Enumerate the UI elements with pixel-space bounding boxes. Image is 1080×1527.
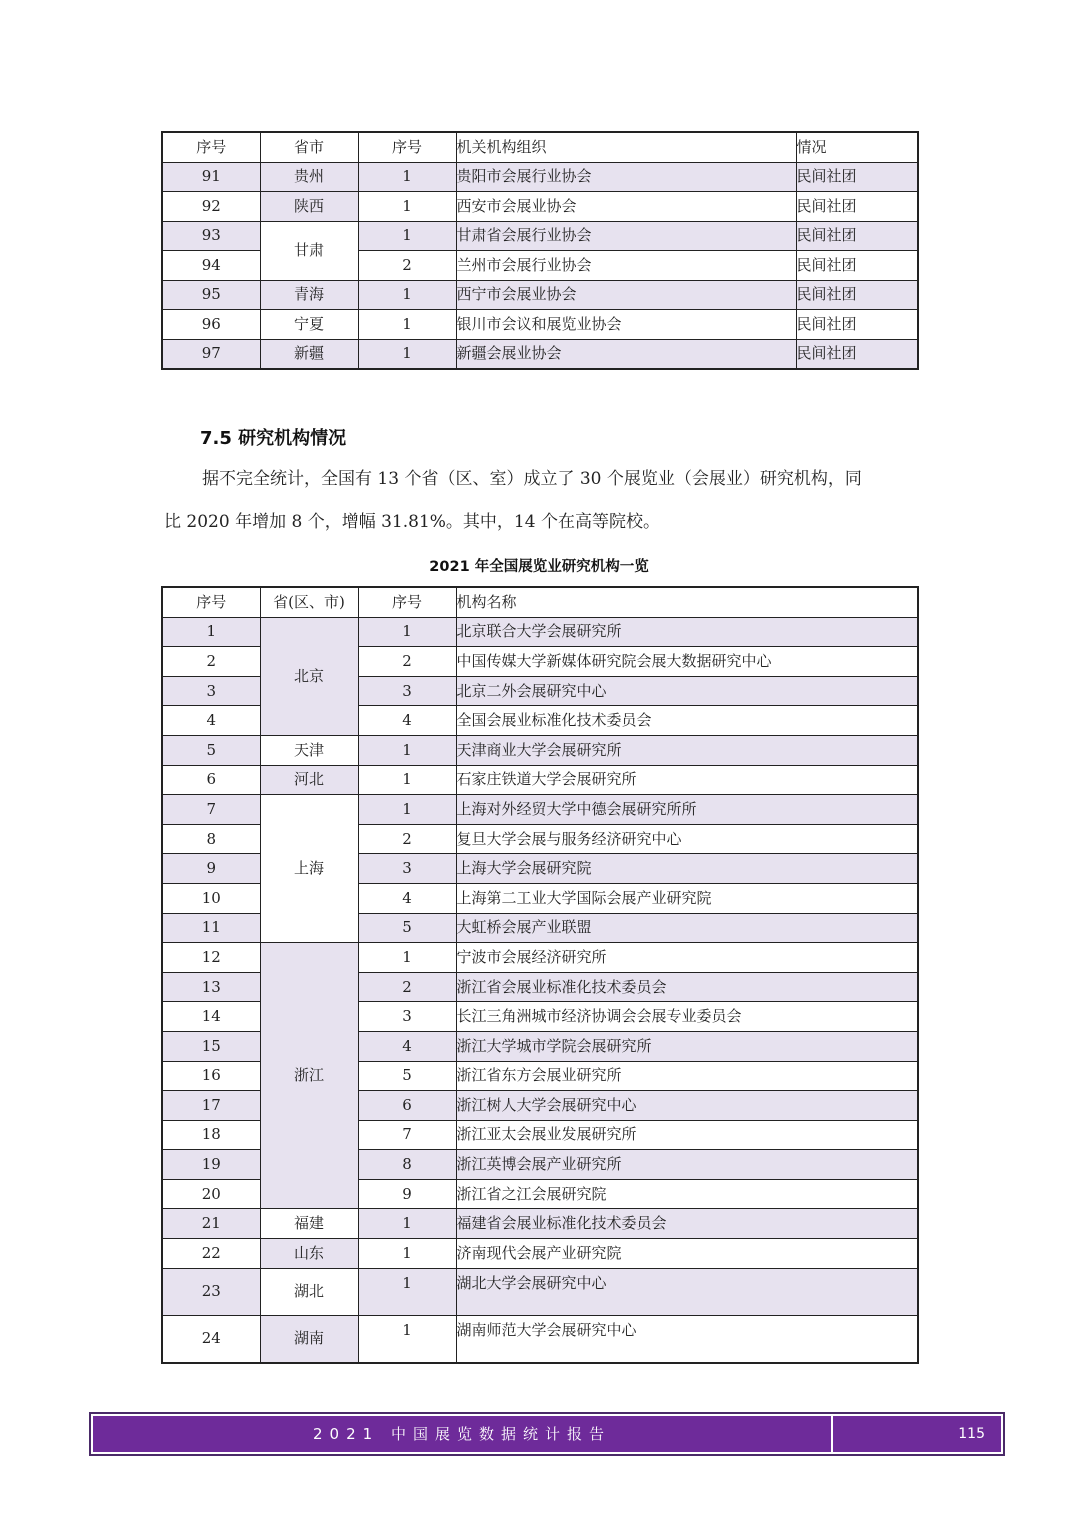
status-cell: 民间社团: [796, 192, 918, 222]
institution-name: 全国会展业标准化技术委员会: [456, 706, 918, 736]
header-cell: 省(区、市): [260, 587, 358, 617]
org-name: 贵阳市会展行业协会: [456, 162, 796, 192]
sub-number: 6: [358, 1091, 456, 1121]
table-row: [162, 617, 918, 647]
header-cell: 序号: [358, 132, 456, 162]
table-row: [162, 1209, 918, 1239]
table-row: [162, 1315, 918, 1363]
institution-name: 浙江大学城市学院会展研究所: [456, 1031, 918, 1061]
row-number: 10: [162, 883, 260, 913]
sub-number: 1: [358, 162, 456, 192]
row-number: 8: [162, 824, 260, 854]
institution-name: 浙江省会展业标准化技术委员会: [456, 972, 918, 1002]
row-number: 5: [162, 735, 260, 765]
institution-name: 湖南师范大学会展研究中心: [456, 1315, 918, 1363]
table-caption: 2021 年全国展览业研究机构一览: [429, 559, 649, 575]
body-paragraph-line-2: 比 2020 年增加 8 个，增幅 31.81%。其中，14 个在高等院校。: [164, 512, 660, 532]
province-cell: 新疆: [260, 339, 358, 369]
org-name: 西安市会展业协会: [456, 192, 796, 222]
row-number: 93: [162, 221, 260, 251]
status-cell: 民间社团: [796, 221, 918, 251]
table-row: [162, 943, 918, 973]
sub-number: 4: [358, 883, 456, 913]
row-number: 1: [162, 617, 260, 647]
section-heading: 7.5 研究机构情况: [200, 428, 347, 449]
province-cell: 青海: [260, 280, 358, 310]
province-cell: 河北: [260, 765, 358, 795]
table-row: [162, 795, 918, 825]
institution-name: 浙江树人大学会展研究中心: [456, 1091, 918, 1121]
sub-number: 1: [358, 1239, 456, 1269]
sub-number: 1: [358, 1315, 456, 1363]
header-cell: 序号: [358, 587, 456, 617]
sub-number: 1: [358, 617, 456, 647]
province-cell: 北京: [260, 617, 358, 735]
province-cell: 浙江: [260, 943, 358, 1209]
row-number: 6: [162, 765, 260, 795]
org-name: 银川市会议和展览业协会: [456, 310, 796, 340]
row-number: 22: [162, 1239, 260, 1269]
sub-number: 2: [358, 647, 456, 677]
org-name: 新疆会展业协会: [456, 339, 796, 369]
institution-name: 长江三角洲城市经济协调会会展专业委员会: [456, 1002, 918, 1032]
page-number: 115: [958, 1426, 985, 1442]
row-number: 21: [162, 1209, 260, 1239]
institution-name: 上海第二工业大学国际会展产业研究院: [456, 883, 918, 913]
body-paragraph-line-1: 据不完全统计，全国有 13 个省（区、室）成立了 30 个展览业（会展业）研究机构，同: [202, 469, 862, 489]
sub-number: 1: [358, 310, 456, 340]
institution-name: 复旦大学会展与服务经济研究中心: [456, 824, 918, 854]
status-cell: 民间社团: [796, 280, 918, 310]
sub-number: 1: [358, 1209, 456, 1239]
province-cell: 上海: [260, 795, 358, 943]
province-cell: 宁夏: [260, 310, 358, 340]
institution-name: 浙江省之江会展研究院: [456, 1179, 918, 1209]
row-number: 19: [162, 1150, 260, 1180]
sub-number: 1: [358, 795, 456, 825]
institution-name: 浙江省东方会展业研究所: [456, 1061, 918, 1091]
sub-number: 5: [358, 1061, 456, 1091]
org-name: 甘肃省会展行业协会: [456, 221, 796, 251]
row-number: 2: [162, 647, 260, 677]
institution-name: 济南现代会展产业研究院: [456, 1239, 918, 1269]
row-number: 3: [162, 676, 260, 706]
status-cell: 民间社团: [796, 339, 918, 369]
sub-number: 9: [358, 1179, 456, 1209]
header-cell: 机构名称: [456, 587, 918, 617]
institution-name: 上海对外经贸大学中德会展研究所所: [456, 795, 918, 825]
status-cell: 民间社团: [796, 251, 918, 281]
province-cell: 福建: [260, 1209, 358, 1239]
association-table: [161, 131, 919, 370]
sub-number: 1: [358, 280, 456, 310]
table-row: [162, 765, 918, 795]
institution-name: 浙江英博会展产业研究所: [456, 1150, 918, 1180]
row-number: 24: [162, 1315, 260, 1363]
sub-number: 4: [358, 1031, 456, 1061]
row-number: 96: [162, 310, 260, 340]
table-row: [162, 221, 918, 251]
institution-name: 北京联合大学会展研究所: [456, 617, 918, 647]
province-cell: 天津: [260, 735, 358, 765]
institution-name: 天津商业大学会展研究所: [456, 735, 918, 765]
sub-number: 5: [358, 913, 456, 943]
sub-number: 2: [358, 251, 456, 281]
table-row: [162, 310, 918, 340]
row-number: 92: [162, 192, 260, 222]
row-number: 95: [162, 280, 260, 310]
province-cell: 贵州: [260, 162, 358, 192]
row-number: 20: [162, 1179, 260, 1209]
sub-number: 3: [358, 1002, 456, 1032]
institution-name: 石家庄铁道大学会展研究所: [456, 765, 918, 795]
header-cell: 序号: [162, 587, 260, 617]
table-row: [162, 192, 918, 222]
status-cell: 民间社团: [796, 310, 918, 340]
row-number: 16: [162, 1061, 260, 1091]
province-cell: 甘肃: [260, 221, 358, 280]
sub-number: 7: [358, 1120, 456, 1150]
header-cell: 省市: [260, 132, 358, 162]
header-cell: 序号: [162, 132, 260, 162]
table-row: [162, 1268, 918, 1315]
org-name: 兰州市会展行业协会: [456, 251, 796, 281]
sub-number: 1: [358, 765, 456, 795]
row-number: 11: [162, 913, 260, 943]
row-number: 17: [162, 1091, 260, 1121]
table-header-row: [162, 587, 918, 617]
row-number: 9: [162, 854, 260, 884]
row-number: 18: [162, 1120, 260, 1150]
row-number: 97: [162, 339, 260, 369]
sub-number: 1: [358, 192, 456, 222]
province-cell: 湖南: [260, 1315, 358, 1363]
institution-name: 湖北大学会展研究中心: [456, 1268, 918, 1315]
sub-number: 1: [358, 943, 456, 973]
row-number: 94: [162, 251, 260, 281]
province-cell: 山东: [260, 1239, 358, 1269]
institution-name: 上海大学会展研究院: [456, 854, 918, 884]
sub-number: 3: [358, 854, 456, 884]
research-institution-table: [161, 586, 919, 1364]
sub-number: 8: [358, 1150, 456, 1180]
row-number: 15: [162, 1031, 260, 1061]
province-cell: 湖北: [260, 1268, 358, 1315]
header-cell: 情况: [796, 132, 918, 162]
sub-number: 1: [358, 735, 456, 765]
institution-name: 浙江亚太会展业发展研究所: [456, 1120, 918, 1150]
sub-number: 3: [358, 676, 456, 706]
table-row: [162, 735, 918, 765]
row-number: 7: [162, 795, 260, 825]
institution-name: 中国传媒大学新媒体研究院会展大数据研究中心: [456, 647, 918, 677]
status-cell: 民间社团: [796, 162, 918, 192]
table-row: [162, 280, 918, 310]
sub-number: 2: [358, 972, 456, 1002]
sub-number: 1: [358, 1268, 456, 1315]
table-row: [162, 162, 918, 192]
row-number: 14: [162, 1002, 260, 1032]
institution-name: 宁波市会展经济研究所: [456, 943, 918, 973]
row-number: 13: [162, 972, 260, 1002]
row-number: 12: [162, 943, 260, 973]
province-cell: 陕西: [260, 192, 358, 222]
row-number: 4: [162, 706, 260, 736]
institution-name: 福建省会展业标准化技术委员会: [456, 1209, 918, 1239]
footer-bar: [93, 1416, 1001, 1452]
row-number: 23: [162, 1268, 260, 1315]
table-header-row: [162, 132, 918, 162]
institution-name: 大虹桥会展产业联盟: [456, 913, 918, 943]
sub-number: 1: [358, 221, 456, 251]
institution-name: 北京二外会展研究中心: [456, 676, 918, 706]
table-row: [162, 1239, 918, 1269]
sub-number: 1: [358, 339, 456, 369]
sub-number: 2: [358, 824, 456, 854]
sub-number: 4: [358, 706, 456, 736]
row-number: 91: [162, 162, 260, 192]
table-row: [162, 339, 918, 369]
header-cell: 机关机构组织: [456, 132, 796, 162]
report-title: 2021 中国展览数据统计报告: [313, 1425, 611, 1443]
org-name: 西宁市会展业协会: [456, 280, 796, 310]
